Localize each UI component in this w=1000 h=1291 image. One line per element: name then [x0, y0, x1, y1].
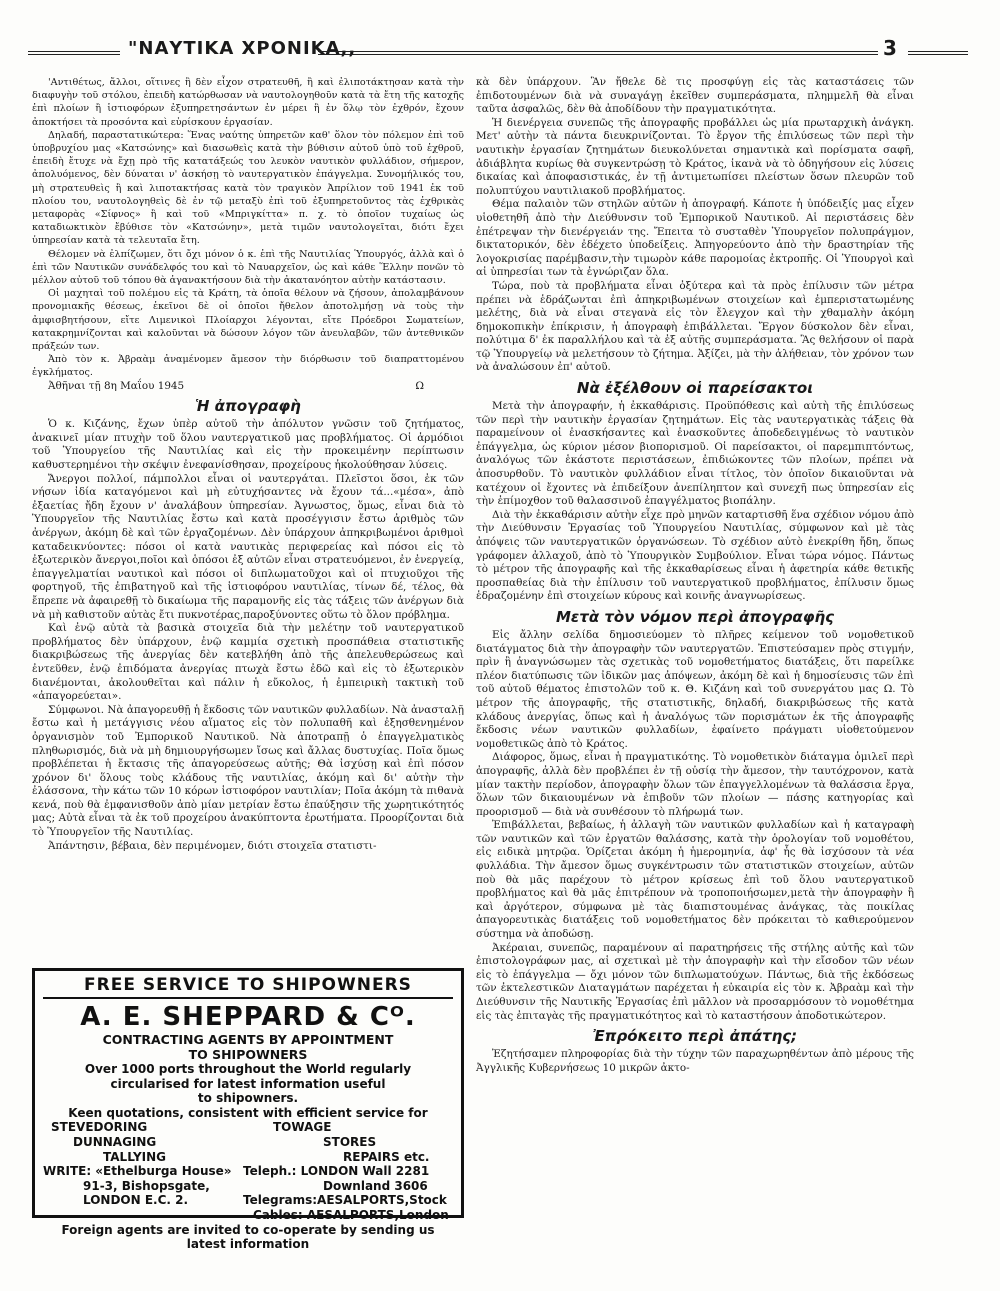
ad-write-address-2: 91-3, Bishopsgate,: [83, 1178, 210, 1193]
ad-telephone-1: Teleph.: LONDON Wall 2281: [243, 1164, 430, 1179]
article-paragraph: Καὶ ἐνῷ αὐτὰ τὰ βασικὰ στοιχεῖα διὰ τὴν μελέτην τοῦ ναυτεργατικοῦ προβλήματος δὲν ὑπάρχουν, ἐνῷ καμμία σχετικὴ προσπάθεια στατιστικῆς διακριβώσεως τῆς ἀνεργίας δὲν κατεβλήθη ἀπὸ τῆς ἀπελευθερώσεως καὶ ἐντεῦθεν, ἐνῷ ἐπιδόματα ἀνεργίας πτωχὰ ἔστω ἐδῶ καὶ εἰς τὸ ἐξωτερικὸν διανέμονται, ἀκολουθεῖται καὶ πάλιν ἡ εὔκολος, ἡ ἐμπειρικὴ τακτικὴ τοῦ «ἀπαγορεύεται».: [32, 622, 464, 703]
article-paragraph: Ἀπὸ τὸν κ. Ἀβραὰμ ἀναμένομεν ἄμεσον τὴν διόρθωσιν τοῦ διαπραττομένου ἐγκλήματος.: [32, 354, 464, 379]
ad-services-row: [43, 1135, 453, 1150]
masthead-rule-right: [908, 51, 968, 55]
article-paragraph: 'Αντιθέτως, ἄλλοι, οἵτινες ἢ δὲν εἶχον στρατευθῆ, ἢ καὶ ἐλιποτάκτησαν κατὰ τὴν διαφυγὴν τοῦ στόλου, ἐπειδὴ κατώρθωσαν νὰ ναυτολογηθοῦν κατὰ τὰ ἔτη τῆς κατοχῆς ἐπὶ πλοίων ἢ ἱστιοφόρων ἐξυπηρετησάντων ἐν μέρει ἢ ἐν ὅλῳ τὸν ἐχθρόν, ἔχουν ἀποκτήσει τὰ προσόντα καὶ εὑρίσκουν ἐργασίαν.: [32, 77, 464, 128]
newspaper-title: "ΝΑΥΤΙΚΑ ΧΡΟΝΙΚΑ,,: [128, 38, 357, 59]
ad-service-towage: TOWAGE: [273, 1120, 332, 1135]
ad-subtitle-1: CONTRACTING AGENTS BY APPOINTMENT: [102, 1032, 394, 1047]
right-column: [476, 76, 914, 1075]
ad-write-address-3: LONDON E.C. 2.: [83, 1193, 189, 1208]
ad-footer-2: latest information: [186, 1237, 310, 1252]
ad-write-address-1: WRITE: «Ethelburga House»: [43, 1164, 232, 1179]
ad-contact-row: [43, 1208, 453, 1223]
ad-footer-1: Foreign agents are invited to co-operate by sending us: [61, 1222, 435, 1237]
article-paragraph: Θέμα παλαιὸν τῶν στηλῶν αὐτῶν ἡ ἀπογραφή. Κάποτε ἡ ὑπόδειξίς μας εἶχεν υἱοθετηθῆ ἀπὸ τὴν Διεύθυνσιν τοῦ Ἐμπορικοῦ Ναυτικοῦ. Αἱ περιστάσεις δὲν ἐπέτρεψαν τὴν διενέργειάν της. Ἔπειτα τὸ συσταθὲν Ὑπουργεῖον πολυπράγμον, δικτατορικόν, δὲν ἐδέχετο ὑποδείξεις. Ἀπηγορεύοντο ἀπὸ τὴν δραστηρίαν τῆς λογοκρισίας παρέμβασιν,τὴν τιμωρὸν κάθε παρομοίας ἐκτροπῆς. Οἱ Ὑπουργοὶ καὶ αἱ ὑπηρεσίαι των τὰ ἐγνώριζαν ὅλα.: [476, 198, 914, 279]
ad-services-row: [43, 1120, 453, 1135]
article-paragraph: Ἡ διενέργεια συνεπῶς τῆς ἀπογραφῆς προβάλλει ὡς μία πρωταρχικὴ ἀνάγκη. Μετ' αὐτὴν τὰ πάντα διευκρινίζονται. Τὸ ἔργον τῆς ἐπιλύσεως τῶν περὶ τὴν ναυτικὴν ἐργασίαν ζητημάτων διευκολύνεται σημαντικὰ καὶ πορίσματα σαφῆ, ἀδιάβλητα κυρίως θὰ συγκεντρώσῃ τὸ Κράτος, ἱκανὰ νὰ τὸ ὁδηγήσουν εἰς λύσεις δικαίας καὶ ἀποφασιστικάς, ἐν τῇ ἀντιμετωπίσει πλείστων ὅσων πλευρῶν τοῦ πολυπτύχου ναυτιλιακοῦ προβλήματος.: [476, 116, 914, 197]
article-paragraph: Δηλαδή, παραστατικώτερα: Ἕνας ναύτης ὑπηρετῶν καθ' ὅλον τὸν πόλεμον ἐπὶ τοῦ ὑποβρυχίου μας «Κατσώνης» καὶ διασωθεὶς κατὰ τὴν βύθισιν αὐτοῦ ὑπὸ τοῦ ἐχθροῦ, ἐπειδὴ ἔτυχε νὰ ἔχῃ πρὸ τῆς κατατάξεώς του λευκὸν ναυτικὸν φυλλάδιον, σήμερον, ἀπολυόμενος, δὲν δύναται ν' ἀσκήσῃ τὸ ναυτεργατικὸν ἐπάγγελμα. Συνομήλικός του, μὴ στρατευθεὶς ἢ καὶ λιποτακτήσας κατὰ τὸν τραγικὸν Ἀπρίλιον τοῦ 1941 ἐκ τοῦ πλοίου του, ναυτολογηθεὶς δὲ ἐν τῷ μεταξὺ ἐπὶ τοῦ ἐξυπηρετοῦντος τὰς ἐχθρικὰς μεταφορὰς «Σίφνος» ἢ καὶ τοῦ «Μπριγκίττα» π. χ. τὸ ὁποῖον τυχαίως ὡς καταδιωκτικὸν ἔβύθισε τὸν «Κατσώνην», μετὰ τιμῶν ναυτολογεῖται, διότι ἔχει ὑπηρεσίαν κατὰ τὰ τελευταῖα ἔτη.: [32, 129, 464, 247]
ad-service-tallying: TALLYING: [103, 1149, 167, 1164]
article-paragraph: κὰ δὲν ὑπάρχουν. Ἂν ἤθελε δὲ τις προσφύγῃ εἰς τὰς καταστάσεις τῶν ἐπιδοτουμένων διὰ νὰ συναγάγῃ ἐκεῖθεν συμπεράσματα, πλημμελῆ θὰ εἶναι ταῦτα ἀσφαλῶς, δὲν θὰ ἀποδίδουν τὴν πραγματικότητα.: [476, 76, 914, 116]
article-paragraph: Ἐζητήσαμεν πληροφορίας διὰ τὴν τύχην τῶν παραχωρηθέντων ἀπὸ μέρους τῆς Ἀγγλικῆς Κυβερνήσεως 10 μικρῶν ἀκτο-: [476, 1048, 914, 1074]
article-paragraph: Μετὰ τὴν ἀπογραφήν, ἡ ἐκκαθάρισις. Προϋπόθεσις καὶ αὐτὴ τῆς ἐπιλύσεως τῶν περὶ τὴν ναυτικὴν ἐργασίαν ζητημάτων. Εἰς τὰς ναυτεργατικὰς τάξεις θὰ παραμείνουν οἱ ἐνασκήσαντες καὶ ἐνασκοῦντες ἀποδεδειγμένως τὸ ναυτικὸν ἐπάγγελμα, ὡς κύριον μέσον βιοπορισμοῦ. Οἱ παρείσακτοι, οἱ παρεμπιπτόντως, ἀναλόγως τῶν ἑκάστοτε περιστάσεων, ἐπιδιώκοντες τῶν πλοίων, πρέπει νὰ ἀποσυρθοῦν. Τὸ ναυτικὸν φυλλάδιον εἶναι τίτλος, τὸν ὁποῖον δικαιοῦνται νὰ κατέχουν οἱ ἔχοντες νὰ ἐπιδείξουν ἀνεπίληπτον καὶ συνεχῆ πως ὑπηρεσίαν εἰς τὴν ἐπίμοχθον τοῦ θαλασσινοῦ ἐπαγγέλματος βιοπάλην.: [476, 400, 914, 508]
article-paragraph: Εἰς ἄλλην σελίδα δημοσιεύομεν τὸ πλῆρες κείμενον τοῦ νομοθετικοῦ διατάγματος διὰ τὴν ἀπογραφὴν τῶν ναυτεργατῶν. Ἐπιστεύσαμεν πρὸς στιγμήν, πρὶν ἢ ἀναγνώσωμεν τὰς σχετικὰς τοῦ νομοθετήματος διατάξεις, ὅτι παρείλκε πλέον διατύπωσις τῶν ἰδικῶν μας ἀπόψεων, ἀκόμη δὲ καὶ ἡ δημοσίευσις τῶν ἐπὶ τοῦ αὐτοῦ θέματος ἐπιστολῶν τοῦ κ. Θ. Κιζάνη καὶ τοῦ συνεργάτου μας Ω. Τὸ μέτρον τῆς ἀπογραφῆς, τῆς στατιστικῆς, δηλαδή, διακριβώσεως τῆς κατὰ κλάδους ἀνεργίας, ὅπως καὶ ἡ ἀναλόγως τῶν πορισμάτων ἐκ τῆς ἀπογραφῆς ἔκδοσις νέων ναυτικῶν φυλλαδίων, ἐφαίνετο πράγματι υἱοθετούμενον νομοθετικῶς ἀπὸ τὸ Κράτος.: [476, 628, 914, 750]
ad-telephone-2: Downland 3606: [323, 1178, 428, 1193]
article-paragraph: Θέλομεν νὰ ἐλπίζωμεν, ὅτι ὄχι μόνον ὁ κ. ἐπὶ τῆς Ναυτιλίας Ὑπουργός, ἀλλὰ καὶ ὁ ἐπὶ τῶν Ναυτικῶν συνάδελφός του καὶ τὸ Ναυαρχεῖον, ὡς καὶ κάθε Ἕλλην πονῶν τὸ μέλλον αὐτοῦ τοῦ τόπου θὰ ἀγανακτήσουν διὰ τὴν ἀκατανόητον αὐτὴν κατάστασιν.: [32, 248, 464, 287]
masthead: [28, 34, 968, 70]
ad-contact-row: [43, 1193, 453, 1208]
article-paragraph: Ἐπιβάλλεται, βεβαίως, ἡ ἀλλαγὴ τῶν ναυτικῶν φυλλαδίων καὶ ἡ καταγραφὴ τῶν ναυτικῶν καὶ τῶν ἐργατῶν θαλάσσης, κατὰ τὴν ὁρολογίαν τοῦ νομοθέτου, εἰς ειδικὰ μητρῷα. Ὁρίζεται ἀκόμη ἡ ἡμερομηνία, ἀφ' ἧς θὰ ἰσχύσουν τὰ νέα φυλλάδια. Τὴν ἄμεσον ὅμως συγκέντρωσιν τῶν στατιστικῶν στοιχείων, αὐτῶν ποὺ θὰ μᾶς παρέχουν τὸ μέτρον κρίσεως ἐπὶ τοῦ ὅλου ναυτεργατικοῦ προβλήματος καὶ θὰ μᾶς ἐπιτρέπουν νὰ τροποποιήσωμεν,μετὰ τὴν ἀπογραφὴν ἢ καὶ ἀργότερον, σύμφωνα μὲ τὰς διαπιστουμένας ἀνάγκας, τὰς ποικίλας ἀπαγορευτικὰς διατάξεις τοῦ νομοθετήματος δὲν πρόκειται τὸ καθιερούμενον σύστημα νὰ ἀποδώσῃ.: [476, 819, 914, 941]
ad-line-3: to shipowners.: [197, 1091, 299, 1106]
heading-apatis: Ἐπρόκειτο περὶ ἀπάτης;: [592, 1027, 798, 1046]
author-signature: Ω: [415, 379, 424, 392]
ad-telegrams: Telegrams:AESALPORTS,Stock: [243, 1193, 447, 1208]
ad-line-1: Over 1000 ports throughout the World regularly: [84, 1062, 412, 1076]
article-paragraph: Τώρα, ποὺ τὰ προβλήματα εἶναι ὀξύτερα καὶ τὰ πρὸς ἐπίλυσιν τῶν μέτρα πρέπει νὰ ἑδράζωνται ἐπὶ ἀπηκριβωμένων στοιχείων καὶ ἐμπεριστατωμένης μελέτης, διὰ νὰ εἶναι στεγανὰ εἰς τὸν ἔλεγχον καὶ τὴν χθαμαλὴν ἀκόμη δημοκοπικὴν ἐπίκρισιν, ἡ ἀπογραφὴ ἐπιβάλλεται. Ἔργον δύσκολον δὲν εἶναι, πολύτιμα δ' ἐκ παραλλήλου καὶ τὰ ἐξ αὐτῆς συμπεράσματα. Ἂς θελήσουν οἱ παρὰ τῷ Ὑπουργείῳ νὰ μελετήσουν τὸ ζήτημα. Ἀξίζει, μὰ τὴν ἀλήθειαν, τὸν χρόνον των νὰ ἀναλώσουν ἐπ' αὐτοῦ.: [476, 279, 914, 374]
left-column: [32, 76, 464, 853]
ad-service-stevedoring: STEVEDORING: [51, 1120, 148, 1135]
heading-pareisaktoi: Νὰ ἐξέλθουν οἱ παρείσακτοι: [576, 379, 814, 398]
ad-contact-row: [43, 1179, 453, 1194]
ad-line-4: Keen quotations, consistent with efficient service for: [68, 1105, 428, 1120]
dateline-row: [32, 380, 464, 394]
heading-nomos: Μετὰ τὸν νόμον περὶ ἀπογραφῆς: [555, 607, 835, 626]
ad-header: FREE SERVICE TO SHIPOWNERS: [84, 975, 412, 995]
article-paragraph: Ἄνεργοι πολλοί, πάμπολλοι εἶναι οἱ ναυτεργάται. Πλεῖστοι ὅσοι, ἐκ τῶν νήσων ἰδία καταγόμενοι καὶ μὴ εὐτυχήσαντες νὰ ἔχουν τά...«μέσα», ἀπὸ ἐξαετίας ἤδη ἔχουν ν' ἀναλάβουν ὑπηρεσίαν. Ἀγνωστος, ὅμως, εἶναι διὰ τὸ Ὑπουργεῖον τῆς Ναυτιλίας ἔστω καὶ κατὰ προσέγγισιν ἔστω ἀριθμὸς τῶν ἀνέργων, ἀκόμη δὲ καὶ τῶν ἐργαζομένων. Δὲν ὑπάρχουν ἀπηκριβωμένοι ἀριθμοὶ καταδεικνύοντες: πόσοι οἱ κατὰ ναυτικὰς περιφερείας καὶ πόσοι εἰς τὸ ἐξωτερικὸν ἄνεργοι,ποῖοι καὶ ὁπόσοι ἐξ αὐτῶν εἶναι στρατευόμενοι, ἐν ἐνεργείᾳ, ἐπαγγελματίαι ναυτικοὶ καὶ πόσοι οἱ διπλωματοῦχοι καὶ οἱ πτυχιοῦχοι τῆς φορτηγοῦ, τῆς ἐπιβατηγοῦ καὶ τῆς ἱστιοφόρου ναυτιλίας, τίνων δέ, τέλος, θὰ ἔπρεπε νὰ ἀφαιρεθῇ τὸ δικαίωμα τῆς παραμονῆς εἰς τὰς τάξεις τῶν ἀνέργων διὰ νὰ μὴ καθιστοῦν αὐτὰς ἔτι πυκνοτέρας,παροξύνοντες οὕτω τὸ ὅλον πρόβλημα.: [32, 472, 464, 621]
masthead-rule-middle: [318, 51, 878, 55]
article-paragraph: Ἀπάντησιν, βέβαια, δὲν περιμένομεν, διότι στοιχεῖα στατιστι-: [48, 839, 377, 852]
page-number: 3: [883, 36, 897, 60]
ad-contact-row: [43, 1164, 453, 1179]
ad-divider: [43, 997, 453, 999]
ad-firm-name: A. E. SHEPPARD & Cᴼ.: [80, 1002, 416, 1032]
masthead-rule-left: [28, 51, 120, 55]
ad-services-row: [43, 1150, 453, 1165]
dateline: Ἀθῆναι τῇ 8η Μαΐου 1945: [48, 379, 185, 392]
ad-subtitle-2: TO SHIPOWNERS: [188, 1047, 308, 1062]
article-paragraph: Διάφορος, ὅμως, εἶναι ἡ πραγματικότης. Τὸ νομοθετικὸν διάταγμα ὁμιλεῖ περὶ ἀπογραφῆς, ἀλλὰ δὲν προβλέπει ἐν τῇ οὐσίᾳ τὴν ἄμεσον, τὴν ταυτόχρονον, κατὰ μίαν τακτὴν περίοδον, ἀπογραφὴν ὅλων τῶν ἐπαγγελλομένων τὰ θαλάσσια ἔργα, ὅλων τῶν δικαιουμένων νὰ ἐπιβοῦν τῶν πλοίων — πάσης κατηγορίας καὶ προορισμοῦ — διὰ νὰ συνθέσουν τὸ πλήρωμά των.: [476, 751, 914, 818]
ad-cables: Cables: AESALPORTS,London: [253, 1207, 449, 1222]
ad-service-stores: STORES: [323, 1134, 377, 1149]
article-paragraph: Οἱ μαχηταὶ τοῦ πολέμου εἰς τὰ Κράτη, τὰ ὁποῖα θέλουν νὰ ζήσουν, ἀπολαμβάνουν προνομιακῆς θέσεως, ἐκεῖνοι δὲ οἱ ὁποῖοι ἤθελον ἀποτολμήσῃ νὰ τοὺς τὴν ἀμφισβητήσουν, εἴτε Λιμενικοὶ Πλοίαρχοι λέγονται, εἴτε Πρόεδροι Σωματείων, κατακρημνίζονται καὶ καλοῦνται νὰ δώσουν λόγον τῶν ἀνευλαβῶν, τῶν ἀντεθνικῶν πράξεών των.: [32, 288, 464, 353]
ad-service-dunnaging: DUNNAGING: [73, 1134, 157, 1149]
heading-apografi: Ἡ ἀπογραφὴ: [195, 397, 301, 416]
article-paragraph: Ἀκέραιαι, συνεπῶς, παραμένουν αἱ παρατηρήσεις τῆς στήλης αὐτῆς καὶ τῶν ἐπιστολογράφων μας, αἱ σχετικαὶ μὲ τὴν ἀπογραφὴν καὶ τὴν εἴσοδον τῶν νέων εἰς τὸ ἐπάγγελμα — ὄχι μόνον τῶν διπλωματούχων. Πάντως, διὰ τῆς ἐκδόσεως τῶν ἐκτελεστικῶν Διαταγμάτων παρέχεται ἡ εὐκαιρία εἰς τὸν κ. Ἀβραὰμ καὶ τὴν Διεύθυνσιν τῆς Ναυτικῆς Ἐργασίας ἐπὶ μᾶλλον νὰ προσαρμόσουν τὸ νομοθέτημα εἰς τὰς ἐπιταγὰς τῆς πραγματικότητος καὶ τὸ καταστήσουν ἀποδοτικώτερον.: [476, 941, 914, 1022]
article-paragraph: Ὁ κ. Κιζάνης, ἔχων ὑπὲρ αὐτοῦ τὴν ἀπόλυτον γνῶσιν τοῦ ζητήματος, ἀνακινεῖ μίαν πτυχὴν τοῦ ὅλου ναυτεργατικοῦ μας προβλήματος. Οἱ ἁρμόδιοι τοῦ Ὑπουργείου τῆς Ναυτιλίας καὶ εἰς τὴν προκειμένην περίπτωσιν καθυστερημένοι τὴν σκέψιν ἐνεφανίσθησαν, προχείρους ἠκολούθησαν λύσεις.: [32, 418, 464, 472]
article-paragraph: Σύμφωνοι. Νὰ ἀπαγορευθῇ ἡ ἔκδοσις τῶν ναυτικῶν φυλλαδίων. Νὰ ἀνασταλῇ ἔστω καὶ ἡ μετάγγισις νέου αἵματος εἰς τὸν πολυπαθῆ καὶ ἐξησθενημένον ὀργανισμὸν τοῦ Ἐμπορικοῦ Ναυτικοῦ. Νὰ ἀποτραπῇ ὁ ἐπαγγελματικὸς πληθωρισμός, διὰ νὰ μὴ δημιουργήσωμεν ἴσως καὶ ἄλλας δυστυχίας. Ποῖα ὅμως προβλέπεται ἡ ἔκτασις τῆς ἀπαγορεύσεως αὐτῆς; Θὰ ἰσχύσῃ καὶ ἐπὶ πόσον χρόνον δι' ὅλους τοὺς κλάδους τῆς ναυτιλίας, ἀκόμη καὶ δι' αὐτὴν τὴν ἐλάσσονα, τὴν κάτω τῶν 10 κόρων ἱστιοφόρον ναυτιλίαν; Ποῖα ἀκόμη τὰ πιθανὰ κενά, ποὺ θὰ ἐμφανισθοῦν ἀπὸ μίαν μετρίαν ἔστω ἐπαύξησιν τῆς χωρητικότητός μας; Αὐτὰ εἶναι τὰ ἐκ τοῦ προχείρου ἀνακύπτοντα ἐρωτήματα. Προορίζονται διὰ τὸ Ὑπουργεῖον τῆς Ναυτιλίας.: [32, 703, 464, 839]
article-paragraph: Διὰ τὴν ἐκκαθάρισιν αὐτὴν εἶχε πρὸ μηνῶν καταρτισθῆ ἕνα σχέδιον νόμου ἀπὸ τὴν Διεύθυνσιν Ἐργασίας τοῦ Ὑπουργείου Ναυτιλίας, σύμφωνον καὶ μὲ τὰς ἀπόψεις τῶν ναυτεργατικῶν ὀργανώσεων. Τὸ σχέδιον αὐτὸ ἐνεκρίθη ἤδη, ὅπως γράφομεν ἀλλαχοῦ, ἀπὸ τὸ Ὑπουργικὸν Συμβούλιον. Εἶναι τώρα νόμος. Πάντως τὸ μέτρον τῆς ἀπογραφῆς καὶ τῆς ἐκκαθαρίσεως εἶναι ἡ ἀφετηρία κάθε θετικῆς προσπαθείας διὰ τὴν ἐπίλυσιν τοῦ ναυτεργατικοῦ προβλήματος, ἐπίλυσιν ὅμως ἑδραζομένην ἐπὶ στοιχείων κύρους καὶ κοινῆς ἀναγνωρίσεως.: [476, 508, 914, 603]
ad-line-2: circularised for latest information useful: [110, 1076, 386, 1091]
sheppard-advertisement: [32, 968, 464, 1252]
ad-service-repairs: REPAIRS etc.: [343, 1149, 430, 1164]
